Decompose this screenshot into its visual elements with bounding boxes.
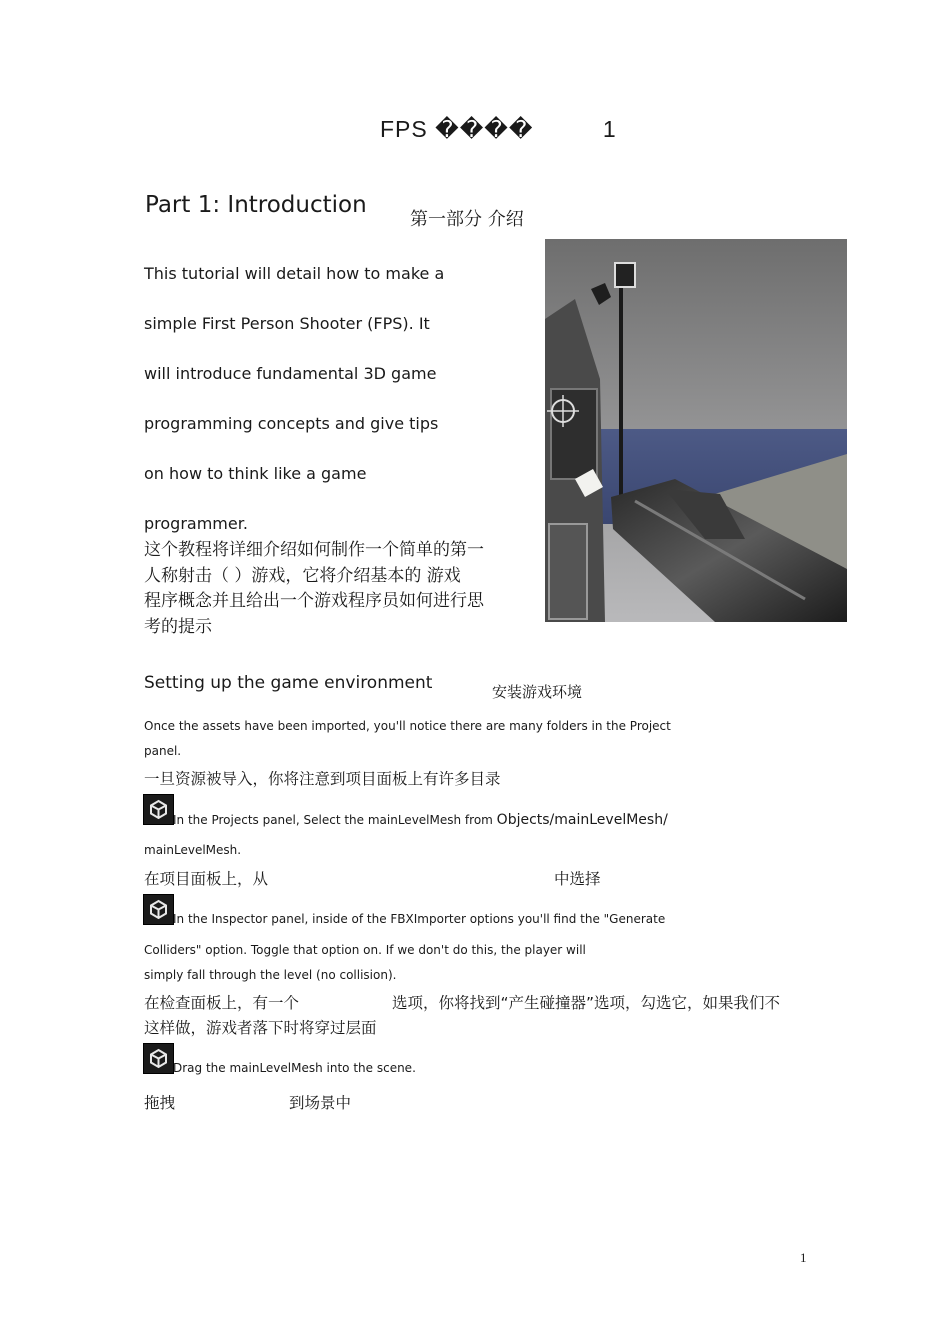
step1-path: Objects/mainLevelMesh/ <box>496 812 668 828</box>
step2-text-line1: In the Inspector panel, inside of the FBXImporter options you'll find the "Generate <box>173 912 666 926</box>
left-panel <box>551 389 597 479</box>
document-title-number: 1 <box>602 116 617 142</box>
step1-cn-b: 中选择 <box>554 870 601 888</box>
intro-paragraph <box>144 249 524 549</box>
intro-line: programming concepts and give tips <box>144 414 439 433</box>
step1-text-a: In the Projects panel, Select the mainLevelMesh from <box>173 813 497 827</box>
step3-cn-b: 到场景中 <box>289 1094 352 1112</box>
left-panel-lower <box>549 524 587 619</box>
section-heading-setup: Setting up the game environment <box>144 673 433 693</box>
step2-cn-line2: 这样做，游戏者落下时将穿过层面 <box>144 1019 377 1037</box>
intro-line: on how to think like a game <box>144 464 367 483</box>
step1-text-line2: mainLevelMesh. <box>144 843 242 857</box>
fps-scene-illustration <box>545 239 847 622</box>
page-number: 1 <box>800 1250 807 1265</box>
setup-paragraph-cn: 一旦资源被导入，你将注意到项目面板上有许多目录 <box>144 770 501 788</box>
unity-logo-icon <box>143 1043 174 1074</box>
intro-line: will introduce fundamental 3D game <box>144 364 437 383</box>
unity-logo-icon <box>143 894 174 925</box>
intro-line: simple First Person Shooter (FPS). It <box>144 314 430 333</box>
intro-paragraph-cn <box>144 538 539 640</box>
unity-logo-icon <box>143 794 174 825</box>
step2-text-line3: simply fall through the level (no collision). <box>144 968 397 982</box>
lamp-post <box>619 269 623 519</box>
step3-cn-a: 拖拽 <box>144 1094 176 1112</box>
step3-text: Drag the mainLevelMesh into the scene. <box>173 1061 416 1075</box>
intro-cn-line: 人称射击（ ）游戏，它将介绍基本的 游戏 <box>144 565 461 586</box>
setup-paragraph-line: Once the assets have been imported, you'll notice there are many folders in the Project <box>144 719 671 733</box>
lamp-head <box>615 263 635 287</box>
step2-cn-b: 选项，你将找到“产生碰撞器”选项，勾选它，如果我们不 <box>392 994 781 1012</box>
section-heading-introduction-cn: 第一部分 介绍 <box>410 209 524 230</box>
step2-cn-a: 在检查面板上，有一个 <box>144 994 300 1012</box>
document-title <box>380 116 617 143</box>
intro-cn-line: 程序概念并且给出一个游戏程序员如何进行思 <box>144 591 484 611</box>
setup-paragraph-line: panel. <box>144 744 182 758</box>
intro-line: programmer. <box>144 514 248 533</box>
section-heading-introduction: Part 1: Introduction <box>145 192 367 218</box>
section-heading-setup-cn: 安装游戏环境 <box>492 683 583 701</box>
step2-text-line2: Colliders" option. Toggle that option on. If we don't do this, the player will <box>144 943 586 957</box>
intro-cn-line: 这个教程将详细介绍如何制作一个简单的第一 <box>144 540 484 560</box>
fps-game-screenshot <box>545 239 847 622</box>
step1-cn-a: 在项目面板上，从 <box>144 870 269 888</box>
intro-line: This tutorial will detail how to make a <box>144 264 445 283</box>
intro-cn-line: 考的提示 <box>144 616 212 637</box>
step1-text <box>173 812 668 828</box>
document-title-text: FPS ���� <box>380 116 534 142</box>
